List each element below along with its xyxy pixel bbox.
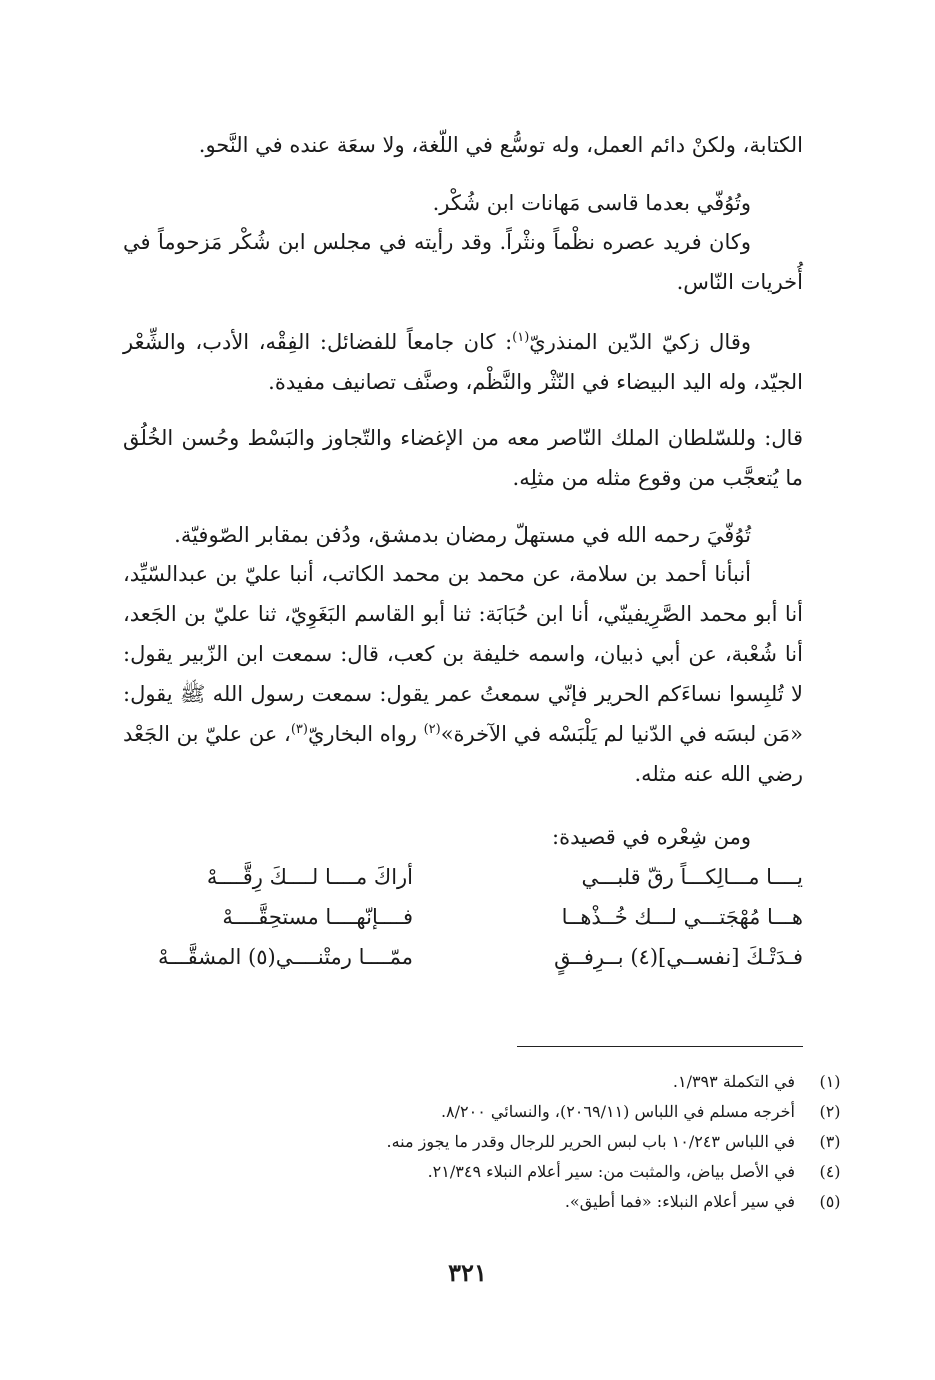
paragraph-4-text-b: : كان جامعاً للفضائل: الفِقْه، الأدب، والشِّعْر الجيّد، وله اليد البيضاء في النّثْر والنَّظْم، وصنَّف تصانيف مفيدة. bbox=[123, 330, 803, 394]
paragraph-3 bbox=[123, 222, 803, 302]
footnote-4 bbox=[145, 1158, 865, 1186]
footnote-separator bbox=[517, 1046, 803, 1047]
verse-2 bbox=[123, 897, 803, 937]
footnote-5-text: في سير أعلام النبلاء: «فما أطيق». bbox=[564, 1192, 795, 1211]
verse-3-second-hemistich: ممّــــا رمتْنــــي(٥) المشقَّـــهْ bbox=[157, 945, 413, 969]
footnote-3-text: في اللباس ١٠/٢٤٣ باب لبس الحرير للرجال وقدر ما يجوز منه. bbox=[386, 1132, 795, 1151]
footnote-1-number: (١) bbox=[819, 1072, 841, 1091]
footnote-2-number: (٢) bbox=[819, 1102, 841, 1121]
paragraph-7 bbox=[123, 554, 803, 794]
footnote-1-text: في التكملة ١/٣٩٣. bbox=[672, 1072, 795, 1091]
paragraph-6-text: تُوُفّيَ رحمه الله في مستهلّ رمضان بدمشق، ودُفن بمقابر الصّوفيّة. bbox=[174, 523, 751, 547]
paragraph-4-text-a: وقال زكيّ الدّين المنذريّ bbox=[529, 330, 751, 354]
footnote-2-text: أخرجه مسلم في اللباس (٢٠٦٩/١١)، والنسائي ٨/٢٠٠. bbox=[440, 1102, 795, 1121]
verse-2-first-hemistich: هـــا مُهْجَتـــي لـــك خُــذْهــا bbox=[561, 905, 803, 929]
paragraph-7-text-a: أنبأنا أحمد بن سلامة، عن محمد بن محمد الكاتب، أنبا عليّ بن عبدالسّيِّد، أنا أبو محمد الصَّرِيفينّي، أنا ابن حُبَابَة: ثنا أبو القاسم البَغَوِيّ، ثنا عليّ بن الجَعد، أنا شُعْبة، عن أبي ذبيان، واسمه خليفة بن كعب، قال: سمعت ابن الزّبير يقول: لا تُلبِسوا نساءَكم الحرير فإنّي سمعتُ عمر يقول: سمعت رسول الله ﷺ يقول: «مَن لبسَه في الدّنيا لم يَلْبَسْه في الآخرة» bbox=[123, 562, 803, 746]
paragraph-5 bbox=[123, 418, 803, 498]
verse-1 bbox=[123, 857, 803, 897]
footnote-3-number: (٣) bbox=[819, 1132, 841, 1151]
paragraph-1 bbox=[123, 125, 803, 165]
poem-intro: ومن شِعْره في قصيدة: bbox=[552, 825, 751, 849]
footnote-4-number: (٤) bbox=[819, 1162, 841, 1181]
paragraph-2-text: وتُوُفّي بعدما قاسى مَهانات ابن شُكْر. bbox=[432, 191, 751, 215]
paragraph-5-text: قال: وللسّلطان الملك النّاصر معه من الإغضاء والتّجاوز والبَسْط وحُسن الخُلُق ما يُتعجَّب من وقوع مثله من مثلِه. bbox=[123, 426, 803, 490]
paragraph-7-text-b: رواه البخاريّ bbox=[307, 722, 424, 746]
footnote-4-text: في الأصل بياض، والمثبت من: سير أعلام النبلاء ٢١/٣٤٩. bbox=[427, 1162, 795, 1181]
footnote-5 bbox=[145, 1188, 865, 1216]
footnote-ref-2: (٢) bbox=[423, 722, 441, 737]
paragraph-7-text-c: ، عن عليّ بن الجَعْد رضي الله عنه مثله. bbox=[123, 722, 803, 786]
paragraph-1-text: الكتابة، ولكنْ دائم العمل، وله توسُّع في اللّغة، ولا سعَة عنده في النَّحو. bbox=[198, 133, 803, 157]
verse-3 bbox=[123, 937, 803, 977]
paragraph-3-text: وكان فريد عصره نظْماً ونثْراً. وقد رأيته في مجلس ابن شُكْر مَزحوماً في أُخريات النّاس. bbox=[123, 230, 803, 294]
verse-1-first-hemistich: يــــا مـــالِكـــاً رقّ قلبـــي bbox=[581, 865, 803, 889]
footnote-2 bbox=[145, 1098, 865, 1126]
paragraph-6 bbox=[123, 515, 803, 555]
footnote-1 bbox=[145, 1068, 865, 1096]
footnote-ref-3: (٣) bbox=[290, 722, 308, 737]
footnote-ref-1: (١) bbox=[512, 330, 530, 345]
verse-2-second-hemistich: فــــإنّهــــا مستحِقَّــــهْ bbox=[222, 905, 413, 929]
verse-3-first-hemistich: فـدَتْـكَ [نفســي](٤) بــرِفــقٍ bbox=[554, 945, 803, 969]
footnote-3 bbox=[145, 1128, 865, 1156]
paragraph-2 bbox=[123, 183, 803, 223]
page-number: ٣٢١ bbox=[448, 1258, 487, 1287]
paragraph-4 bbox=[123, 322, 803, 402]
footnote-5-number: (٥) bbox=[819, 1192, 841, 1211]
verse-1-second-hemistich: أراكَ مــــا لــــكَ رِقَّــــهْ bbox=[206, 865, 413, 889]
